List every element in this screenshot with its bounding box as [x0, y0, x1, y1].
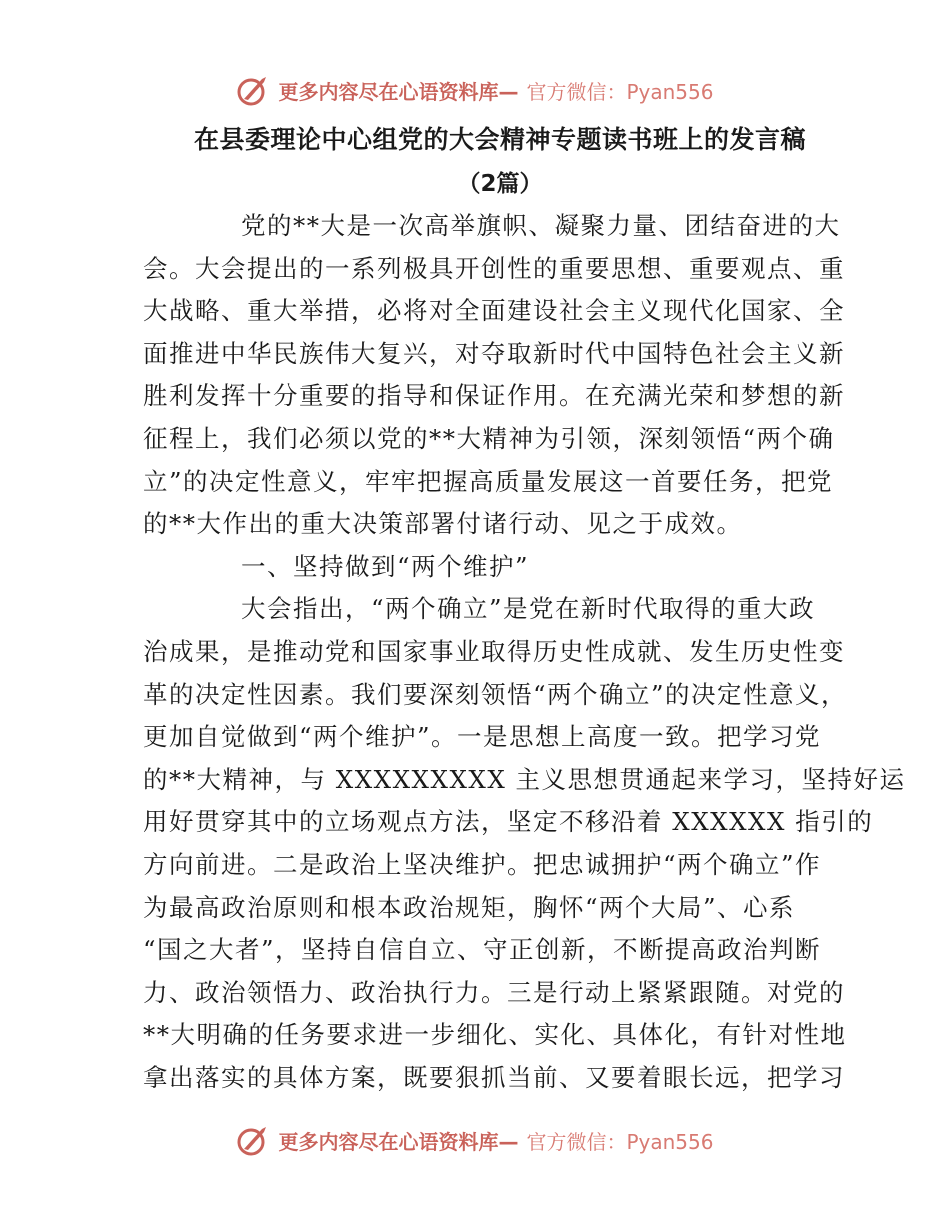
paragraph-line: 大会指出，“两个确立”是党在新时代取得的重大政: [241, 594, 816, 624]
paragraph-line: 革的决定性因素。我们要深刻领悟“两个确立”的决定性意义，: [143, 679, 848, 709]
paragraph-line: 力、政治领悟力、政治执行力。三是行动上紧紧跟随。对党的: [143, 977, 845, 1007]
quill-logo-icon: [236, 73, 270, 107]
watermark-banner-bottom: [0, 1120, 950, 1160]
paragraph-line: 党的**大是一次高举旗帜、凝聚力量、团结奋进的大: [241, 211, 841, 240]
paragraph-line: 治成果，是推动党和国家事业取得历史性成就、发生历史性变: [143, 636, 845, 666]
watermark-text: 更多内容尽在心语资料库—: [278, 1129, 519, 1154]
paragraph-line: 的**大精神，与 XXXXXXXXX 主义思想贯通起来学习，坚持好运: [143, 764, 906, 794]
paragraph-line: 面推进中华民族伟大复兴，对夺取新时代中国特色社会主义新: [143, 338, 845, 368]
section-heading: 一、坚持做到“两个维护”: [241, 551, 530, 581]
paragraph-line: 用好贯穿其中的立场观点方法，坚定不移沿着 XXXXXX 指引的: [143, 807, 874, 837]
quill-logo-icon: [236, 1123, 270, 1157]
paragraph-line: 立”的决定性意义，牢牢把握高质量发展这一首要任务，把党: [143, 466, 834, 496]
paragraph-line: 大战略、重大举措，必将对全面建设社会主义现代化国家、全: [143, 296, 845, 326]
document-title: 在县委理论中心组党的大会精神专题读书班上的发言稿: [193, 125, 806, 154]
watermark-wechat: 官方微信：Pyan556: [526, 1129, 714, 1154]
paragraph-line: 征程上，我们必须以党的**大精神为引领，深刻领悟“两个确: [143, 423, 835, 453]
paragraph-line: 方向前进。二是政治上坚决维护。把忠诚拥护“两个确立”作: [143, 849, 822, 879]
paragraph-line: 的**大作出的重大决策部署付诸行动、见之于成效。: [143, 509, 743, 539]
paragraph-line: 拿出落实的具体方案，既要狠抓当前、又要着眼长远，把学习: [143, 1062, 845, 1092]
paragraph-line: “国之大者”，坚持自信自立、守正创新，不断提高政治判断: [143, 935, 822, 965]
document-subtitle: （2篇）: [457, 171, 543, 197]
paragraph-line: 为最高政治原则和根本政治规矩，胸怀“两个大局”、心系: [143, 892, 796, 922]
paragraph-line: 会。大会提出的一系列极具开创性的重要思想、重要观点、重: [143, 253, 845, 283]
watermark-text: 更多内容尽在心语资料库—: [278, 79, 519, 104]
document-body: [143, 205, 906, 1099]
paragraph-line: **大明确的任务要求进一步细化、实化、具体化，有针对性地: [143, 1020, 847, 1050]
watermark-banner-top: [0, 70, 950, 110]
paragraph-line: 胜利发挥十分重要的指导和保证作用。在充满光荣和梦想的新: [143, 381, 845, 411]
watermark-wechat: 官方微信：Pyan556: [526, 79, 714, 104]
paragraph-line: 更加自觉做到“两个维护”。一是思想上高度一致。把学习党: [143, 722, 822, 752]
